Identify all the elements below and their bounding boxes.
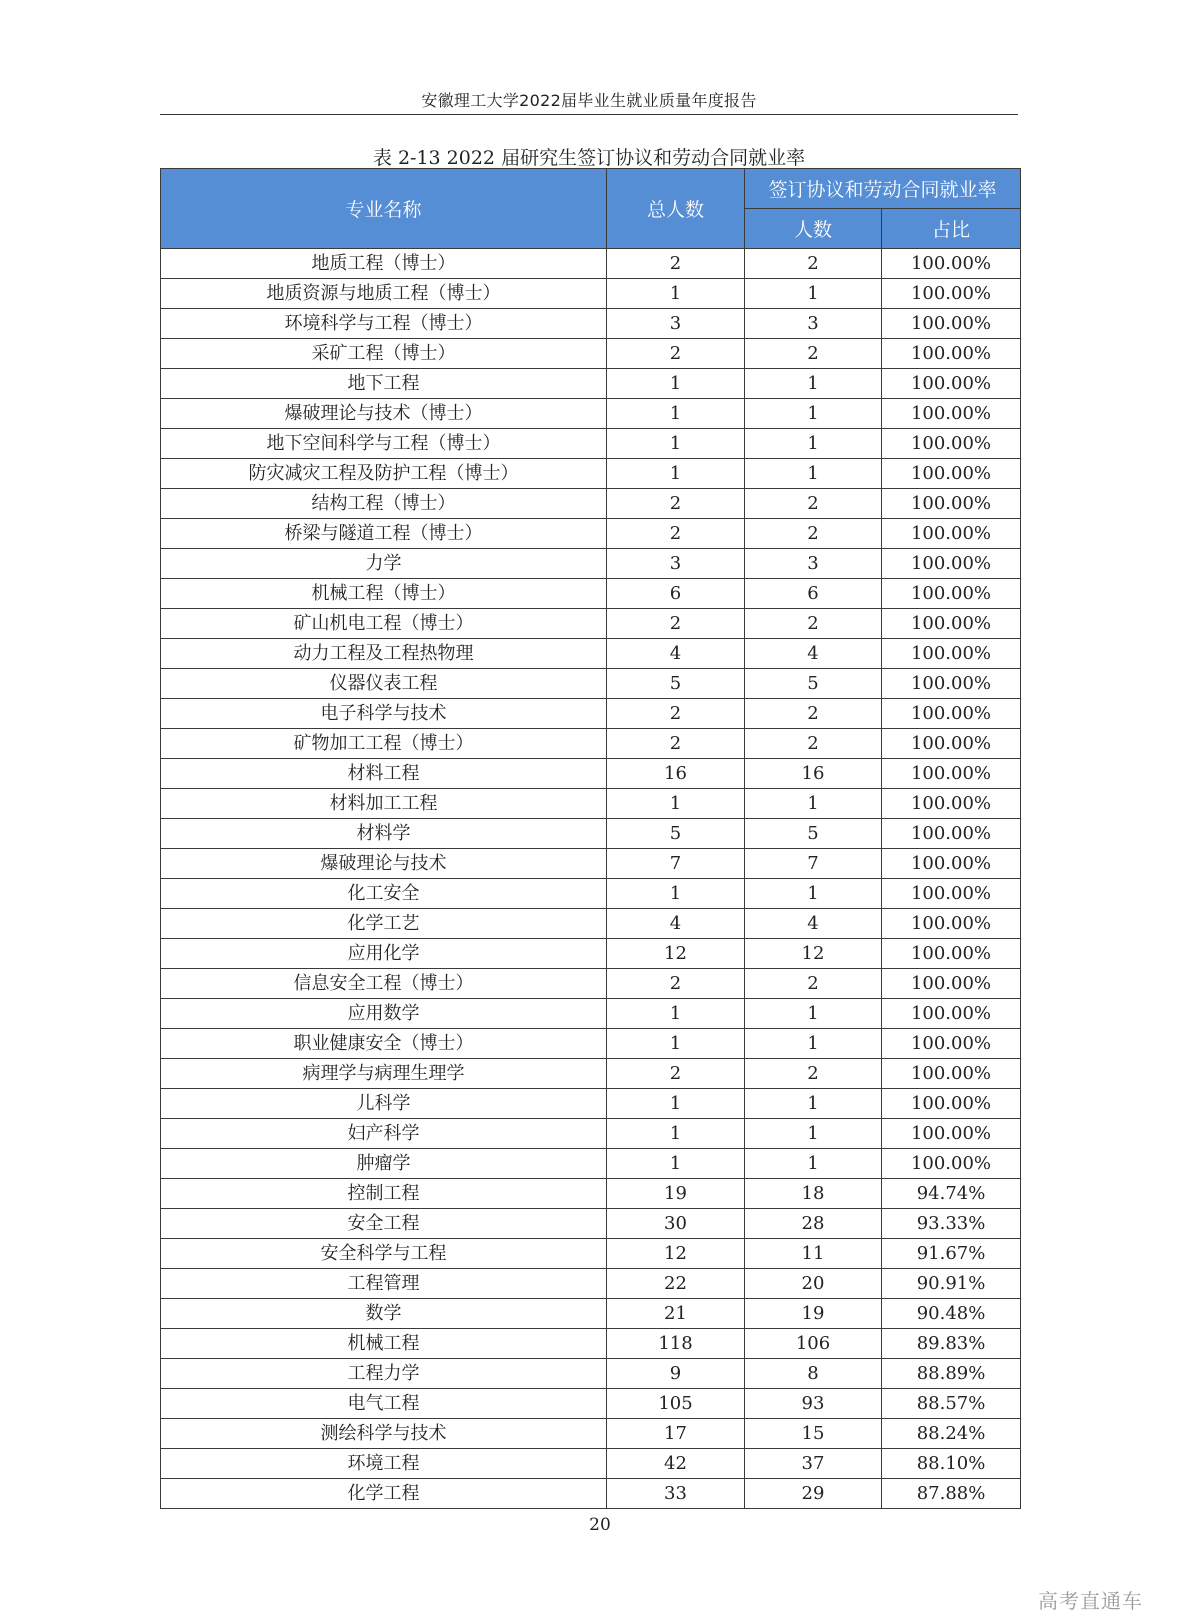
cell-major: 机械工程 [161, 1329, 607, 1359]
table-row [161, 819, 1021, 849]
cell-major: 化学工艺 [161, 909, 607, 939]
cell-ratio: 88.24% [882, 1419, 1021, 1449]
table-body [161, 249, 1021, 1509]
cell-total: 4 [607, 909, 745, 939]
cell-major: 应用化学 [161, 939, 607, 969]
table-row [161, 639, 1021, 669]
cell-total: 30 [607, 1209, 745, 1239]
cell-major: 爆破理论与技术（博士） [161, 399, 607, 429]
cell-total: 2 [607, 699, 745, 729]
cell-major: 电气工程 [161, 1389, 607, 1419]
table-row [161, 1149, 1021, 1179]
cell-count: 2 [745, 609, 882, 639]
table-row [161, 549, 1021, 579]
cell-total: 42 [607, 1449, 745, 1479]
table-row [161, 1269, 1021, 1299]
cell-count: 20 [745, 1269, 882, 1299]
cell-major: 动力工程及工程热物理 [161, 639, 607, 669]
header-major: 专业名称 [161, 169, 607, 249]
table-row [161, 909, 1021, 939]
cell-count: 37 [745, 1449, 882, 1479]
cell-ratio: 100.00% [882, 399, 1021, 429]
cell-major: 防灾减灾工程及防护工程（博士） [161, 459, 607, 489]
cell-count: 29 [745, 1479, 882, 1509]
table-row [161, 1179, 1021, 1209]
cell-total: 2 [607, 729, 745, 759]
cell-ratio: 100.00% [882, 489, 1021, 519]
table-row [161, 1389, 1021, 1419]
table-header [161, 169, 1021, 249]
cell-count: 106 [745, 1329, 882, 1359]
cell-ratio: 90.91% [882, 1269, 1021, 1299]
cell-total: 17 [607, 1419, 745, 1449]
header-ratio: 占比 [882, 209, 1021, 249]
table-row [161, 1209, 1021, 1239]
cell-count: 2 [745, 339, 882, 369]
cell-major: 化工安全 [161, 879, 607, 909]
cell-ratio: 100.00% [882, 1119, 1021, 1149]
cell-ratio: 100.00% [882, 429, 1021, 459]
cell-major: 安全科学与工程 [161, 1239, 607, 1269]
cell-count: 93 [745, 1389, 882, 1419]
header-divider [160, 114, 1018, 115]
cell-major: 测绘科学与技术 [161, 1419, 607, 1449]
cell-major: 信息安全工程（博士） [161, 969, 607, 999]
cell-ratio: 100.00% [882, 669, 1021, 699]
table-row [161, 459, 1021, 489]
cell-ratio: 89.83% [882, 1329, 1021, 1359]
cell-major: 肿瘤学 [161, 1149, 607, 1179]
cell-count: 12 [745, 939, 882, 969]
cell-ratio: 100.00% [882, 339, 1021, 369]
cell-count: 2 [745, 489, 882, 519]
cell-count: 5 [745, 819, 882, 849]
table-row [161, 1359, 1021, 1389]
table-row [161, 489, 1021, 519]
table-row [161, 789, 1021, 819]
cell-count: 2 [745, 519, 882, 549]
cell-count: 1 [745, 999, 882, 1029]
cell-total: 2 [607, 249, 745, 279]
cell-count: 1 [745, 399, 882, 429]
cell-count: 2 [745, 249, 882, 279]
table-row [161, 1479, 1021, 1509]
cell-ratio: 100.00% [882, 459, 1021, 489]
cell-ratio: 100.00% [882, 879, 1021, 909]
cell-count: 1 [745, 279, 882, 309]
table-row [161, 1119, 1021, 1149]
cell-count: 2 [745, 729, 882, 759]
cell-total: 9 [607, 1359, 745, 1389]
table-row [161, 849, 1021, 879]
cell-ratio: 88.10% [882, 1449, 1021, 1479]
table-row [161, 339, 1021, 369]
cell-ratio: 100.00% [882, 579, 1021, 609]
cell-ratio: 91.67% [882, 1239, 1021, 1269]
cell-total: 5 [607, 819, 745, 849]
table-row [161, 669, 1021, 699]
cell-total: 16 [607, 759, 745, 789]
table-row [161, 1299, 1021, 1329]
cell-ratio: 100.00% [882, 999, 1021, 1029]
table-row [161, 309, 1021, 339]
table-row [161, 759, 1021, 789]
cell-major: 矿山机电工程（博士） [161, 609, 607, 639]
cell-total: 5 [607, 669, 745, 699]
table-row [161, 399, 1021, 429]
cell-count: 3 [745, 549, 882, 579]
page-number: 20 [589, 1515, 611, 1535]
cell-major: 应用数学 [161, 999, 607, 1029]
cell-ratio: 90.48% [882, 1299, 1021, 1329]
cell-ratio: 100.00% [882, 1059, 1021, 1089]
cell-ratio: 100.00% [882, 369, 1021, 399]
cell-total: 2 [607, 1059, 745, 1089]
cell-ratio: 100.00% [882, 969, 1021, 999]
cell-count: 2 [745, 1059, 882, 1089]
cell-total: 22 [607, 1269, 745, 1299]
header-total: 总人数 [607, 169, 745, 249]
table-row [161, 699, 1021, 729]
table-row [161, 999, 1021, 1029]
cell-total: 7 [607, 849, 745, 879]
cell-major: 采矿工程（博士） [161, 339, 607, 369]
cell-major: 结构工程（博士） [161, 489, 607, 519]
cell-total: 1 [607, 879, 745, 909]
header-count: 人数 [745, 209, 882, 249]
cell-count: 4 [745, 639, 882, 669]
cell-ratio: 88.89% [882, 1359, 1021, 1389]
cell-major: 机械工程（博士） [161, 579, 607, 609]
cell-total: 1 [607, 399, 745, 429]
table-row [161, 429, 1021, 459]
cell-major: 材料工程 [161, 759, 607, 789]
cell-count: 1 [745, 1119, 882, 1149]
cell-count: 19 [745, 1299, 882, 1329]
cell-ratio: 93.33% [882, 1209, 1021, 1239]
cell-total: 1 [607, 1089, 745, 1119]
cell-ratio: 88.57% [882, 1389, 1021, 1419]
cell-count: 11 [745, 1239, 882, 1269]
table-row [161, 969, 1021, 999]
cell-total: 3 [607, 549, 745, 579]
cell-count: 1 [745, 789, 882, 819]
table-row [161, 1239, 1021, 1269]
cell-major: 地下空间科学与工程（博士） [161, 429, 607, 459]
cell-total: 33 [607, 1479, 745, 1509]
cell-count: 1 [745, 459, 882, 489]
table-row [161, 879, 1021, 909]
cell-total: 2 [607, 489, 745, 519]
cell-major: 工程力学 [161, 1359, 607, 1389]
cell-major: 安全工程 [161, 1209, 607, 1239]
cell-ratio: 100.00% [882, 609, 1021, 639]
cell-ratio: 100.00% [882, 1089, 1021, 1119]
cell-ratio: 100.00% [882, 1149, 1021, 1179]
cell-major: 化学工程 [161, 1479, 607, 1509]
cell-total: 12 [607, 939, 745, 969]
cell-total: 1 [607, 789, 745, 819]
cell-total: 1 [607, 429, 745, 459]
cell-count: 1 [745, 1149, 882, 1179]
cell-ratio: 100.00% [882, 1029, 1021, 1059]
cell-ratio: 100.00% [882, 849, 1021, 879]
cell-total: 1 [607, 1119, 745, 1149]
cell-major: 材料学 [161, 819, 607, 849]
cell-ratio: 100.00% [882, 729, 1021, 759]
cell-major: 职业健康安全（博士） [161, 1029, 607, 1059]
cell-ratio: 100.00% [882, 519, 1021, 549]
cell-total: 21 [607, 1299, 745, 1329]
table-row [161, 1089, 1021, 1119]
cell-total: 1 [607, 459, 745, 489]
cell-count: 15 [745, 1419, 882, 1449]
cell-count: 18 [745, 1179, 882, 1209]
cell-count: 7 [745, 849, 882, 879]
cell-total: 3 [607, 309, 745, 339]
table-row [161, 729, 1021, 759]
table-row [161, 1449, 1021, 1479]
table-row [161, 1419, 1021, 1449]
cell-ratio: 100.00% [882, 549, 1021, 579]
table-row [161, 519, 1021, 549]
cell-count: 2 [745, 969, 882, 999]
cell-count: 28 [745, 1209, 882, 1239]
cell-major: 材料加工工程 [161, 789, 607, 819]
cell-total: 1 [607, 279, 745, 309]
cell-count: 6 [745, 579, 882, 609]
cell-total: 2 [607, 609, 745, 639]
cell-ratio: 100.00% [882, 639, 1021, 669]
cell-ratio: 100.00% [882, 789, 1021, 819]
cell-total: 1 [607, 999, 745, 1029]
header-group: 签订协议和劳动合同就业率 [745, 169, 1021, 209]
cell-ratio: 100.00% [882, 279, 1021, 309]
running-header: 安徽理工大学2022届毕业生就业质量年度报告 [421, 91, 757, 110]
cell-major: 矿物加工工程（博士） [161, 729, 607, 759]
cell-total: 2 [607, 519, 745, 549]
cell-total: 6 [607, 579, 745, 609]
cell-major: 地下工程 [161, 369, 607, 399]
cell-ratio: 100.00% [882, 819, 1021, 849]
cell-total: 118 [607, 1329, 745, 1359]
cell-major: 环境科学与工程（博士） [161, 309, 607, 339]
cell-ratio: 100.00% [882, 939, 1021, 969]
table-row [161, 279, 1021, 309]
cell-ratio: 94.74% [882, 1179, 1021, 1209]
table-row [161, 939, 1021, 969]
cell-major: 地质资源与地质工程（博士） [161, 279, 607, 309]
cell-major: 数学 [161, 1299, 607, 1329]
cell-ratio: 100.00% [882, 249, 1021, 279]
cell-count: 1 [745, 1029, 882, 1059]
cell-major: 力学 [161, 549, 607, 579]
cell-count: 5 [745, 669, 882, 699]
cell-total: 1 [607, 369, 745, 399]
cell-ratio: 100.00% [882, 699, 1021, 729]
table-row [161, 1329, 1021, 1359]
cell-major: 仪器仪表工程 [161, 669, 607, 699]
cell-total: 12 [607, 1239, 745, 1269]
table-row [161, 1029, 1021, 1059]
cell-ratio: 100.00% [882, 309, 1021, 339]
cell-major: 桥梁与隧道工程（博士） [161, 519, 607, 549]
employment-rate-table [160, 168, 1021, 1509]
cell-major: 环境工程 [161, 1449, 607, 1479]
cell-count: 4 [745, 909, 882, 939]
cell-major: 儿科学 [161, 1089, 607, 1119]
cell-count: 1 [745, 879, 882, 909]
watermark: 高考直通车 [1038, 1589, 1143, 1613]
cell-total: 19 [607, 1179, 745, 1209]
cell-count: 1 [745, 369, 882, 399]
table-row [161, 369, 1021, 399]
cell-major: 妇产科学 [161, 1119, 607, 1149]
cell-count: 2 [745, 699, 882, 729]
cell-total: 2 [607, 969, 745, 999]
cell-count: 8 [745, 1359, 882, 1389]
cell-major: 病理学与病理生理学 [161, 1059, 607, 1089]
table-row [161, 249, 1021, 279]
cell-count: 1 [745, 1089, 882, 1119]
table-row [161, 1059, 1021, 1089]
cell-total: 2 [607, 339, 745, 369]
cell-total: 1 [607, 1029, 745, 1059]
cell-major: 爆破理论与技术 [161, 849, 607, 879]
cell-count: 3 [745, 309, 882, 339]
cell-major: 地质工程（博士） [161, 249, 607, 279]
cell-ratio: 100.00% [882, 759, 1021, 789]
table-caption: 表 2-13 2022 届研究生签订协议和劳动合同就业率 [372, 147, 806, 169]
table-row [161, 579, 1021, 609]
cell-major: 工程管理 [161, 1269, 607, 1299]
cell-total: 105 [607, 1389, 745, 1419]
table-row [161, 609, 1021, 639]
cell-major: 控制工程 [161, 1179, 607, 1209]
cell-major: 电子科学与技术 [161, 699, 607, 729]
cell-total: 4 [607, 639, 745, 669]
cell-total: 1 [607, 1149, 745, 1179]
cell-count: 16 [745, 759, 882, 789]
cell-ratio: 100.00% [882, 909, 1021, 939]
cell-ratio: 87.88% [882, 1479, 1021, 1509]
cell-count: 1 [745, 429, 882, 459]
